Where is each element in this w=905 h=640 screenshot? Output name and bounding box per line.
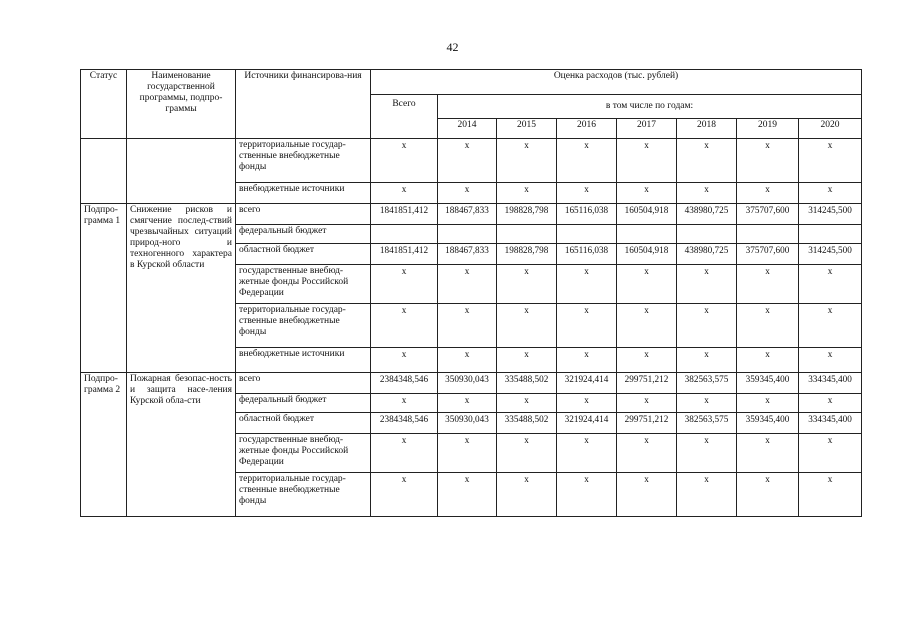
value-total bbox=[371, 225, 438, 244]
funding-source-label: территориальные государ-ственные внебюджетные фонды bbox=[236, 139, 371, 183]
value-2015: x bbox=[497, 139, 557, 183]
value-2018: x bbox=[677, 394, 737, 413]
value-2015: 198828,798 bbox=[497, 244, 557, 265]
header-year-2017: 2017 bbox=[617, 119, 677, 139]
value-2019 bbox=[737, 225, 799, 244]
value-total: x bbox=[371, 265, 438, 304]
funding-source-label: областной бюджет bbox=[236, 244, 371, 265]
value-2017: x bbox=[617, 434, 677, 473]
value-2018: x bbox=[677, 304, 737, 348]
header-funding-source: Источники финансирова-ния bbox=[236, 70, 371, 139]
value-2020: 314245,500 bbox=[799, 204, 862, 225]
value-2014: x bbox=[438, 139, 497, 183]
value-2014: x bbox=[438, 434, 497, 473]
subprogram-name: Пожарная безопас-ность и защита насе-ления Курской обла-сти bbox=[127, 373, 236, 517]
program-name-cell-empty bbox=[127, 139, 236, 204]
value-2017: 160504,918 bbox=[617, 204, 677, 225]
value-2015: x bbox=[497, 265, 557, 304]
header-by-years: в том числе по годам: bbox=[438, 95, 862, 119]
value-2019: x bbox=[737, 473, 799, 517]
value-total: x bbox=[371, 394, 438, 413]
value-2015 bbox=[497, 225, 557, 244]
value-2014: 350930,043 bbox=[438, 413, 497, 434]
value-2020 bbox=[799, 225, 862, 244]
value-2020: x bbox=[799, 139, 862, 183]
value-2016: x bbox=[557, 473, 617, 517]
value-2014: x bbox=[438, 183, 497, 204]
value-2015: x bbox=[497, 473, 557, 517]
value-2016: x bbox=[557, 348, 617, 373]
value-2019: x bbox=[737, 265, 799, 304]
value-2017: x bbox=[617, 304, 677, 348]
funding-source-label: внебюджетные источники bbox=[236, 183, 371, 204]
header-year-2020: 2020 bbox=[799, 119, 862, 139]
value-2014: 350930,043 bbox=[438, 373, 497, 394]
funding-source-label: внебюджетные источники bbox=[236, 348, 371, 373]
value-2020: x bbox=[799, 434, 862, 473]
value-2018: 438980,725 bbox=[677, 204, 737, 225]
value-2019: 359345,400 bbox=[737, 413, 799, 434]
value-2016: x bbox=[557, 394, 617, 413]
subprogram-name: Снижение рисков и смягчение послед-ствий чрезвычайных ситуаций природ-ного и техногенного характера в Курской области bbox=[127, 204, 236, 373]
value-total: x bbox=[371, 304, 438, 348]
value-2020: x bbox=[799, 348, 862, 373]
value-2017: 160504,918 bbox=[617, 244, 677, 265]
value-2017 bbox=[617, 225, 677, 244]
value-total: 2384348,546 bbox=[371, 373, 438, 394]
value-2015: 335488,502 bbox=[497, 413, 557, 434]
value-2020: x bbox=[799, 304, 862, 348]
value-2014 bbox=[438, 225, 497, 244]
header-program-name: Наименование государственной программы, подпро-граммы bbox=[127, 70, 236, 139]
funding-source-label: государственные внебюд-жетные фонды Российской Федерации bbox=[236, 265, 371, 304]
value-2019: 359345,400 bbox=[737, 373, 799, 394]
value-total: x bbox=[371, 473, 438, 517]
budget-table bbox=[80, 69, 862, 517]
value-2018: 438980,725 bbox=[677, 244, 737, 265]
value-2018: 382563,575 bbox=[677, 373, 737, 394]
value-2014: x bbox=[438, 348, 497, 373]
value-2017: x bbox=[617, 265, 677, 304]
value-2015: 335488,502 bbox=[497, 373, 557, 394]
value-total: x bbox=[371, 434, 438, 473]
value-2020: x bbox=[799, 183, 862, 204]
value-2015: x bbox=[497, 348, 557, 373]
value-total: x bbox=[371, 348, 438, 373]
value-2016: x bbox=[557, 304, 617, 348]
header-status: Статус bbox=[81, 70, 127, 139]
value-2018 bbox=[677, 225, 737, 244]
value-2017: x bbox=[617, 348, 677, 373]
value-2020: 314245,500 bbox=[799, 244, 862, 265]
value-2014: 188467,833 bbox=[438, 244, 497, 265]
value-total: 1841851,412 bbox=[371, 204, 438, 225]
value-2016: x bbox=[557, 183, 617, 204]
header-year-2018: 2018 bbox=[677, 119, 737, 139]
value-2016: x bbox=[557, 265, 617, 304]
value-2019: x bbox=[737, 304, 799, 348]
value-2015: x bbox=[497, 394, 557, 413]
value-2016: x bbox=[557, 139, 617, 183]
table-row bbox=[81, 139, 862, 183]
funding-source-label: государственные внебюд-жетные фонды Российской Федерации bbox=[236, 434, 371, 473]
funding-source-label: областной бюджет bbox=[236, 413, 371, 434]
value-2019: x bbox=[737, 394, 799, 413]
value-2019: x bbox=[737, 348, 799, 373]
funding-source-label: всего bbox=[236, 373, 371, 394]
value-2020: 334345,400 bbox=[799, 413, 862, 434]
table-row bbox=[81, 204, 862, 225]
header-total: Всего bbox=[371, 95, 438, 139]
value-2015: x bbox=[497, 434, 557, 473]
value-2017: x bbox=[617, 139, 677, 183]
value-2019: 375707,600 bbox=[737, 244, 799, 265]
funding-source-label: федеральный бюджет bbox=[236, 394, 371, 413]
value-2019: x bbox=[737, 434, 799, 473]
value-2016: 165116,038 bbox=[557, 204, 617, 225]
value-2020: 334345,400 bbox=[799, 373, 862, 394]
subprogram-status: Подпро-грамма 2 bbox=[81, 373, 127, 517]
value-2020: x bbox=[799, 265, 862, 304]
status-cell-empty bbox=[81, 139, 127, 204]
page-number: 42 bbox=[446, 40, 459, 54]
funding-source-label: всего bbox=[236, 204, 371, 225]
value-2015: x bbox=[497, 183, 557, 204]
value-2017: x bbox=[617, 394, 677, 413]
header-year-2015: 2015 bbox=[497, 119, 557, 139]
value-2019: x bbox=[737, 139, 799, 183]
value-2018: x bbox=[677, 265, 737, 304]
value-2016 bbox=[557, 225, 617, 244]
value-2014: x bbox=[438, 473, 497, 517]
value-2020: x bbox=[799, 473, 862, 517]
value-2016: x bbox=[557, 434, 617, 473]
value-2016: 165116,038 bbox=[557, 244, 617, 265]
value-2019: 375707,600 bbox=[737, 204, 799, 225]
value-2015: 198828,798 bbox=[497, 204, 557, 225]
value-total: x bbox=[371, 183, 438, 204]
value-2014: 188467,833 bbox=[438, 204, 497, 225]
value-2017: x bbox=[617, 473, 677, 517]
value-total: 1841851,412 bbox=[371, 244, 438, 265]
value-2017: 299751,212 bbox=[617, 373, 677, 394]
header-year-2014: 2014 bbox=[438, 119, 497, 139]
value-total: x bbox=[371, 139, 438, 183]
value-2015: x bbox=[497, 304, 557, 348]
value-2016: 321924,414 bbox=[557, 413, 617, 434]
table-row bbox=[81, 373, 862, 394]
funding-source-label: федеральный бюджет bbox=[236, 225, 371, 244]
header-year-2019: 2019 bbox=[737, 119, 799, 139]
header-year-2016: 2016 bbox=[557, 119, 617, 139]
value-2018: x bbox=[677, 434, 737, 473]
value-total: 2384348,546 bbox=[371, 413, 438, 434]
value-2018: x bbox=[677, 473, 737, 517]
value-2020: x bbox=[799, 394, 862, 413]
value-2016: 321924,414 bbox=[557, 373, 617, 394]
value-2017: x bbox=[617, 183, 677, 204]
value-2018: x bbox=[677, 348, 737, 373]
header-cost-estimate: Оценка расходов (тыс. рублей) bbox=[371, 70, 862, 95]
subprogram-status: Подпро-грамма 1 bbox=[81, 204, 127, 373]
value-2018: x bbox=[677, 183, 737, 204]
value-2018: x bbox=[677, 139, 737, 183]
value-2014: x bbox=[438, 394, 497, 413]
value-2017: 299751,212 bbox=[617, 413, 677, 434]
funding-source-label: территориальные государ-ственные внебюджетные фонды bbox=[236, 304, 371, 348]
funding-source-label: территориальные государ-ственные внебюджетные фонды bbox=[236, 473, 371, 517]
value-2018: 382563,575 bbox=[677, 413, 737, 434]
value-2019: x bbox=[737, 183, 799, 204]
value-2014: x bbox=[438, 265, 497, 304]
value-2014: x bbox=[438, 304, 497, 348]
